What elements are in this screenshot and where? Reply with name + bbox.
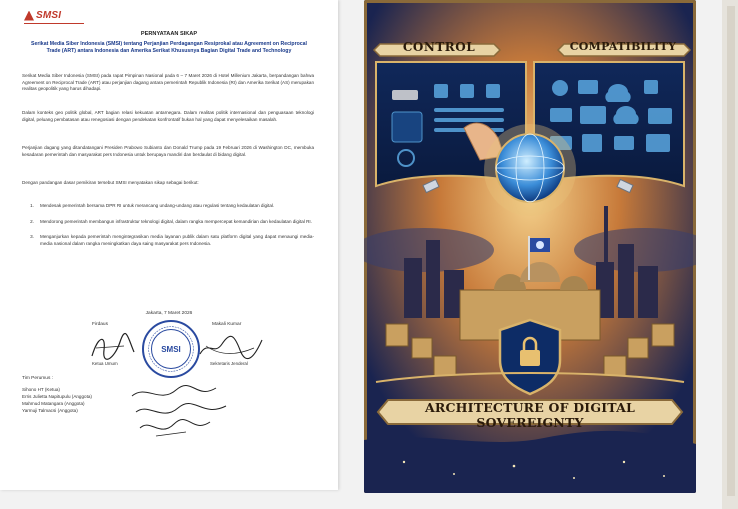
points-list	[22, 203, 314, 257]
banner-control: CONTROL	[402, 40, 476, 54]
list-item-number: 1.	[30, 203, 34, 208]
next-image-edge	[722, 0, 738, 509]
list-item-number: 2.	[30, 218, 34, 224]
team-member: Yarmuji Talmacsi (Anggota)	[22, 408, 78, 414]
smsi-seal	[142, 320, 200, 378]
logo-mark-icon	[24, 11, 34, 21]
team-title: Tim Perumus :	[22, 376, 54, 381]
team-list	[22, 386, 92, 414]
list-item-text: Menganjurkan kepada pemerintah mengintegrasikan media layanan publik dalam satu platform digital yang dapat menaungi media-media nasional dalam rangka meningkatkan daya saing masyarakat pers Indonesia.	[40, 234, 314, 246]
team-member: Sihono HT (Ketua)	[22, 387, 60, 392]
team-member: Mahmud Matangara (Anggota)	[22, 401, 85, 407]
list-item	[22, 234, 314, 247]
signer-left-name: Firdaus	[92, 322, 108, 327]
team-signatures	[126, 382, 236, 444]
logo-text: SMSI	[36, 10, 62, 21]
signer-right-role: Sekretaris Jenderal	[210, 361, 248, 366]
date-line: Jakarta, 7 Maret 2026	[145, 311, 193, 316]
list-item	[22, 203, 314, 210]
list-item-text: Mendesak pemerintah bersama DPR RI untuk merancang undang-undang atau regulasi tentang kedaulatan digital.	[40, 203, 275, 208]
next-image-edge-inner	[727, 6, 735, 496]
document-title: PERNYATAAN SIKAP	[140, 31, 198, 37]
banner-compatibility: COMPATIBILITY	[569, 40, 677, 53]
document-subject: Serikat Media Siber Indonesia (SMSI) tentang Perjanjian Perdagangan Resiprokal atau Agreement on Reciprocal Trade (ART) antara Indonesia dan Amerika Serikat Khususnya Bagian Digital Trade and Technology	[31, 41, 307, 55]
signer-right-name: Makali Kumar	[212, 322, 242, 327]
statement-document	[0, 0, 338, 490]
seal-ring-icon	[144, 322, 198, 376]
digital-sovereignty-poster	[364, 0, 696, 493]
list-item-number: 3.	[30, 234, 34, 240]
paragraph-2: Dalam konteks geo politik global, ART bagian relasi kekuatan antarnegara. Dalam realitas politik internasional dan penguasaan teknologi digital, peluang pembatasan atau renegosiasi dengan pendekatan konfrontatif bukan hal yang dapat menyelesaikan masalah.	[22, 110, 314, 122]
paragraph-1: Serikat Media Siber Indonesia (SMSI) pada rapat Pimpinan Nasional pada 6 – 7 Maret 2026 di Hotel Millenium Jakarta, berpandangan bahwa Agreement on Reciprocal Trade (ART) atau perjanjian dagang antara pemerintah Republik Indonesia (RI) dan Amerika Serikat (AS) merupakan realitas geopolitik yang harus dihadapi.	[22, 73, 314, 92]
logo-underline	[24, 23, 84, 24]
paragraph-3: Perjanjian dagang yang ditandatangani Presiden Prabowo Subianto dan Donald Trump pada 19 Februari 2026 di Washington DC, membuka kesadaran pemerintah dan masyarakat pers Indonesia untuk berupaya mandiri dan berdaulat di bidang digital.	[22, 145, 314, 157]
seal-text: SMSI	[161, 344, 181, 354]
banner-architecture: ARCHITECTURE OF DIGITAL SOVEREIGNTY	[425, 400, 635, 430]
signature-right	[196, 330, 266, 364]
paragraph-4: Dengan pandangan dasar pemikiran tersebut SMSI menyatakan sikap sebagai berikut:	[22, 180, 199, 185]
team-member: Erris Julietta Napitupulu (Anggota)	[22, 394, 92, 400]
signer-left-role: Ketua Umum	[92, 361, 118, 366]
list-item	[22, 219, 314, 226]
list-item-text: Mendorong pemerintah membangun infrastruktur teknologi digital, dalam rangka mempercepat kemandirian dan kedaulatan digital RI.	[40, 218, 312, 224]
smsi-logo	[24, 10, 61, 21]
